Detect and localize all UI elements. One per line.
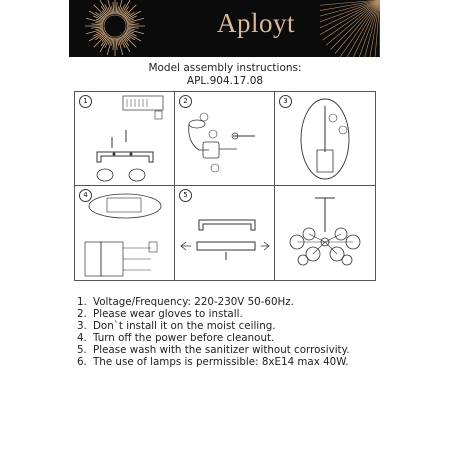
step-1-panel xyxy=(75,92,175,186)
assembly-diagram-grid xyxy=(74,91,376,281)
step-number: 2 xyxy=(179,95,192,108)
list-item: 5. Please wash with the sanitizer without corrosivity. xyxy=(77,344,350,356)
sun-logo-icon xyxy=(69,0,149,57)
fixture-overview-panel xyxy=(275,186,375,280)
step-5-panel xyxy=(175,186,275,280)
decorative-rays-icon xyxy=(320,0,380,57)
list-item: 4. Turn off the power before cleanout. xyxy=(77,332,275,344)
brand-logo-text: Aployt xyxy=(217,8,296,38)
step-3-panel xyxy=(275,92,375,186)
list-item: 6. The use of lamps is permissible: 8xE14 max 40W. xyxy=(77,356,349,368)
page-title: Model assembly instructions: xyxy=(148,62,302,74)
list-item: 3. Don`t install it on the moist ceiling. xyxy=(77,320,276,332)
step-number: 3 xyxy=(279,95,292,108)
step-number: 4 xyxy=(79,189,92,202)
chandelier-icon xyxy=(275,186,375,280)
model-number: APL.904.17.08 xyxy=(186,75,264,87)
brand-banner xyxy=(69,0,380,57)
list-item: 2. Please wear gloves to install. xyxy=(77,308,243,320)
step-number: 5 xyxy=(179,189,192,202)
step-4-panel xyxy=(75,186,175,280)
step-2-panel xyxy=(175,92,275,186)
step-number: 1 xyxy=(79,95,92,108)
instructions-list xyxy=(77,296,350,368)
list-item: 1. Voltage/Frequency: 220-230V 50-60Hz. xyxy=(77,296,294,308)
